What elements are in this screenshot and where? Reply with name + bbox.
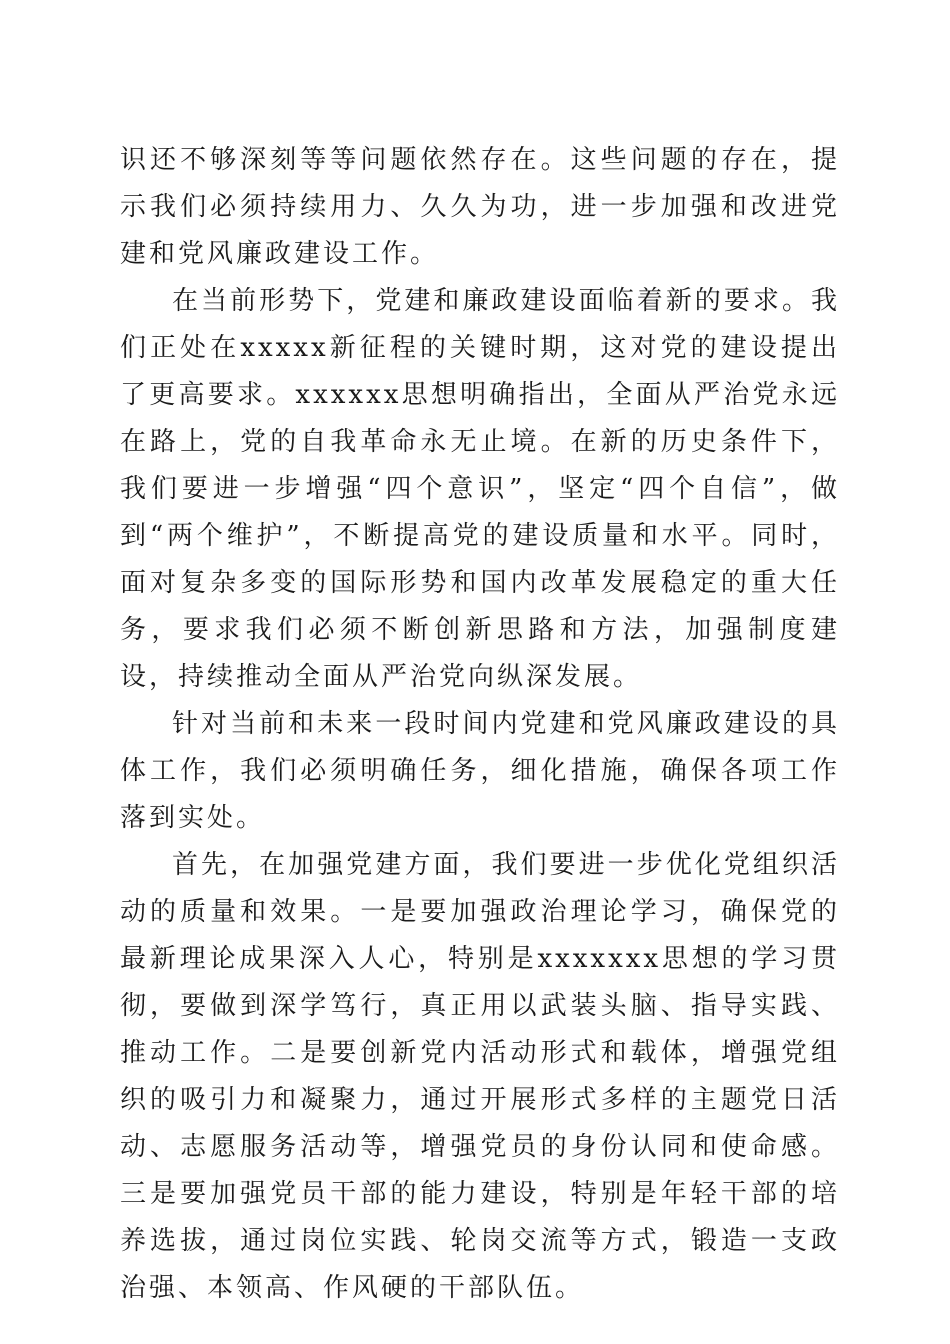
paragraph-specific-work: 针对当前和未来一段时间内党建和党风廉政建设的具体工作，我们必须明确任务，细化措施，确保各项工作落到实处。 — [120, 709, 840, 833]
paragraph-party-building: 首先，在加强党建方面，我们要进一步优化党组织活动的质量和效果。一是要加强政治理论学习，确保党的最新理论成果深入人心，特别是xxxxxxx思想的学习贯彻，要做到深学笃行，真正用以武装头脑、指导实践、推动工作。二是要创新党内活动形式和载体，增强党组织的吸引力和凝聚力，通过开展形式多样的主题党日活动、志愿服务活动等，增强党员的身份认同和使命感。三是要加强党员干部的能力建设，特别是年轻干部的培养选拔，通过岗位实践、轮岗交流等方式，锻造一支政治强、本领高、作风硬的干部队伍。 — [120, 850, 840, 1303]
document-body — [120, 137, 840, 1312]
paragraph-continuation: 识还不够深刻等等问题依然存在。这些问题的存在，提示我们必须持续用力、久久为功，进一步加强和改进党建和党风廉政建设工作。 — [120, 145, 840, 269]
paragraph-current-situation: 在当前形势下，党建和廉政建设面临着新的要求。我们正处在xxxxx新征程的关键时期，这对党的建设提出了更高要求。xxxxxx思想明确指出，全面从严治党永远在路上，党的自我革命永无止境。在新的历史条件下，我们要进一步增强“四个意识”，坚定“四个自信”，做到“两个维护”，不断提高党的建设质量和水平。同时，面对复杂多变的国际形势和国内改革发展稳定的重大任务，要求我们必须不断创新思路和方法，加强制度建设，持续推动全面从严治党向纵深发展。 — [120, 286, 840, 692]
